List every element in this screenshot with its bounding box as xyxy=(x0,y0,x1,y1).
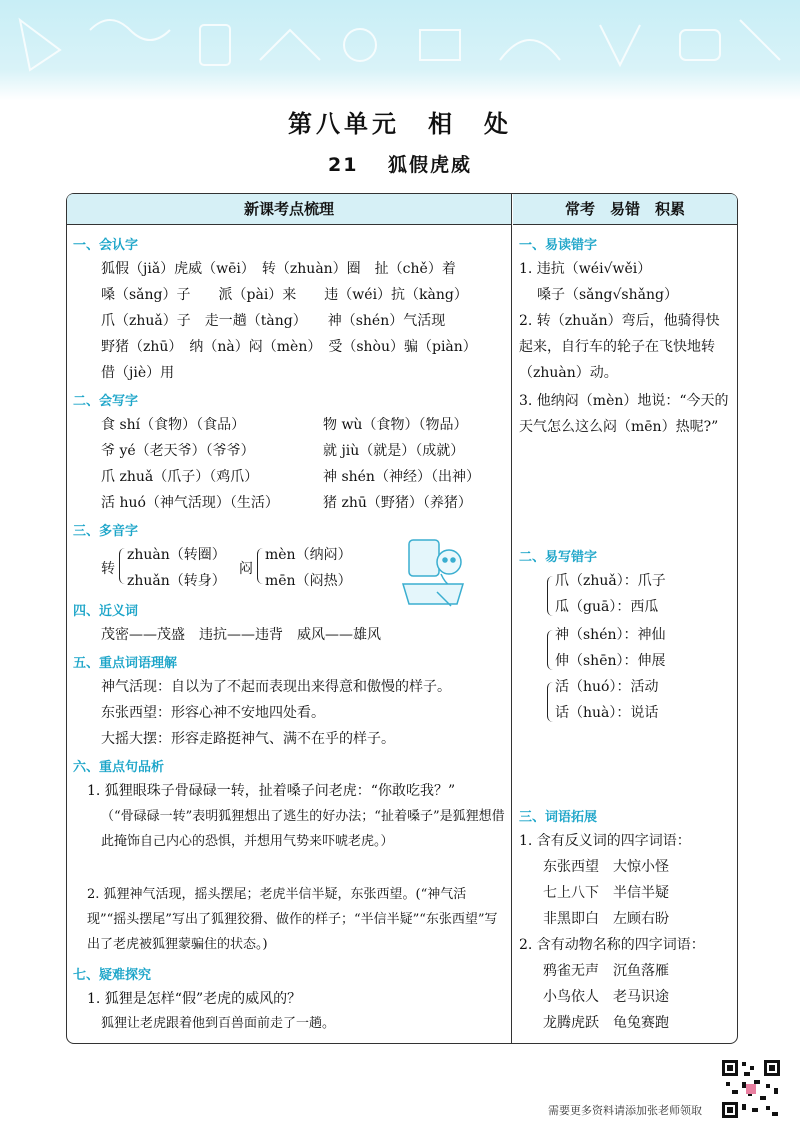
sentence-note: （“骨碌碌一转”表明狐狸想出了逃生的好办法；“扯着嗓子”是狐狸想借此掩饰自己内心的恐惧，并想用气势来吓唬老虎。） xyxy=(101,809,505,849)
write-item: 爷 yé（老天爷）（爷爷） xyxy=(101,443,255,459)
write-item: 就 jiù（就是）（成就） xyxy=(323,443,465,459)
qr-code-icon[interactable] xyxy=(720,1058,782,1120)
idiom-row: 东张西望 大惊小怪 xyxy=(543,859,669,875)
content-frame xyxy=(66,193,738,1044)
polyphone-char: 转 xyxy=(101,561,115,577)
footer-note: 需要更多资料请添加张老师领取 xyxy=(548,1104,702,1117)
sentence-item: 2. 狐狸神气活现，摇头摆尾；老虎半信半疑，东张西望。(“神气活现”“摇头摆尾”写出了狐狸狡猾、做作的样子；“半信半疑”“东张西望”写出了老虎被狐狸蒙骗住的状态。) xyxy=(87,887,498,952)
polyphone-reading: zhuǎn（转身） xyxy=(127,573,226,589)
sentence-item: 1. 狐狸眼珠子骨碌碌一转，扯着嗓子问老虎：“你敢吃我？” xyxy=(87,783,456,799)
write-item: 食 shí（食物）（食品） xyxy=(101,417,246,433)
section-title-inquiry: 七、疑难探究 xyxy=(73,968,152,983)
decorative-banner xyxy=(0,0,800,100)
recognize-line: 爪（zhuǎ）子 走一趟（tàng） 神（shén）气活现 xyxy=(101,313,446,329)
recognize-line: 野猪（zhū） 纳（nà）闷（mèn） 受（shòu）骗（piàn） xyxy=(101,339,477,355)
miswrite-item: 伸（shēn）：伸展 xyxy=(555,653,666,669)
column-divider xyxy=(511,194,512,1043)
idiom-row: 鸦雀无声 沉鱼落雁 xyxy=(543,963,669,979)
write-item: 活 huó（神气活现）（生活） xyxy=(101,495,279,511)
misread-item: 3. 他纳闷（mèn）地说：“今天的天气怎么这么闷（mēn）热呢?” xyxy=(519,393,729,435)
polyphone-reading: mēn（闷热） xyxy=(265,573,352,589)
section-title-miswrite: 二、易写错字 xyxy=(519,550,598,565)
word-meaning: 大摇大摆：形容走路挺神气、满不在乎的样子。 xyxy=(101,731,395,747)
miswrite-item: 神（shén）：神仙 xyxy=(555,627,666,643)
expansion-item: 1. 含有反义词的四字词语： xyxy=(519,833,691,849)
inquiry-question: 1. 狐狸是怎样“假”老虎的威风的？ xyxy=(87,991,302,1007)
miswrite-item: 爪（zhuǎ）：爪子 xyxy=(555,573,666,589)
right-column-heading: 常考 易错 积累 xyxy=(513,194,737,225)
recognize-line: 嗓（sǎng）子 派（pài）来 违（wéi）抗（kàng） xyxy=(101,287,468,303)
inquiry-answer: 狐狸让老虎跟着他到百兽面前走了一趟。 xyxy=(101,1016,336,1031)
word-meaning: 东张西望：形容心神不安地四处看。 xyxy=(101,705,325,721)
miswrite-item: 活（huó）：活动 xyxy=(555,679,659,695)
polyphone-reading: zhuàn（转圈） xyxy=(127,547,226,563)
section-title-misread: 一、易读错字 xyxy=(519,238,598,253)
section-title-synonyms: 四、近义词 xyxy=(73,604,139,619)
section-title-recognize: 一、会认字 xyxy=(73,238,139,253)
polyphone-char: 闷 xyxy=(239,561,253,577)
recognize-line: 狐假（jiǎ）虎威（wēi） 转（zhuàn）圈 扯（chě）着 xyxy=(101,261,456,277)
section-title-expansion: 三、词语拓展 xyxy=(519,810,598,825)
synonyms-line: 茂密——茂盛 违抗——违背 威风——雄风 xyxy=(101,627,381,643)
section-title-polyphone: 三、多音字 xyxy=(73,524,139,539)
misread-line: 1. 违抗（wéi√wěi） xyxy=(519,261,652,277)
idiom-row: 小鸟依人 老马识途 xyxy=(543,989,669,1005)
misread-line: 嗓子（sǎng√shǎng） xyxy=(537,287,678,303)
miswrite-item: 话（huà）：说话 xyxy=(555,705,659,721)
section-title-write: 二、会写字 xyxy=(73,394,139,409)
write-item: 猪 zhū（野猪）（养猪） xyxy=(323,495,472,511)
section-title-key-words: 五、重点词语理解 xyxy=(73,656,178,671)
idiom-row: 非黑即白 左顾右盼 xyxy=(543,911,669,927)
recognize-line: 借（jiè）用 xyxy=(101,365,175,381)
lesson-title: 21 狐假虎威 xyxy=(327,154,473,176)
idiom-row: 七上八下 半信半疑 xyxy=(543,885,669,901)
polyphone-reading: mèn（纳闷） xyxy=(265,547,352,563)
section-title-sentence-analysis: 六、重点句品析 xyxy=(73,760,165,775)
write-item: 爪 zhuǎ（爪子）（鸡爪） xyxy=(101,469,259,485)
word-meaning: 神气活现：自以为了不起而表现出来得意和傲慢的样子。 xyxy=(101,679,451,695)
idiom-row: 龙腾虎跃 龟兔赛跑 xyxy=(543,1015,669,1031)
expansion-item: 2. 含有动物名称的四字词语： xyxy=(519,937,705,953)
misread-item: 2. 转（zhuǎn）弯后，他骑得快起来，自行车的轮子在飞快地转（zhuàn）动。 xyxy=(519,313,720,381)
cartoon-illustration xyxy=(397,532,477,612)
left-column-heading: 新课考点梳理 xyxy=(67,194,511,225)
miswrite-item: 瓜（guā）：西瓜 xyxy=(555,599,659,615)
unit-title: 第八单元 相 处 xyxy=(288,110,512,138)
write-item: 物 wù（食物）（物品） xyxy=(323,417,468,433)
banner-doodles xyxy=(0,0,800,100)
write-item: 神 shén（神经）（出神） xyxy=(323,469,480,485)
